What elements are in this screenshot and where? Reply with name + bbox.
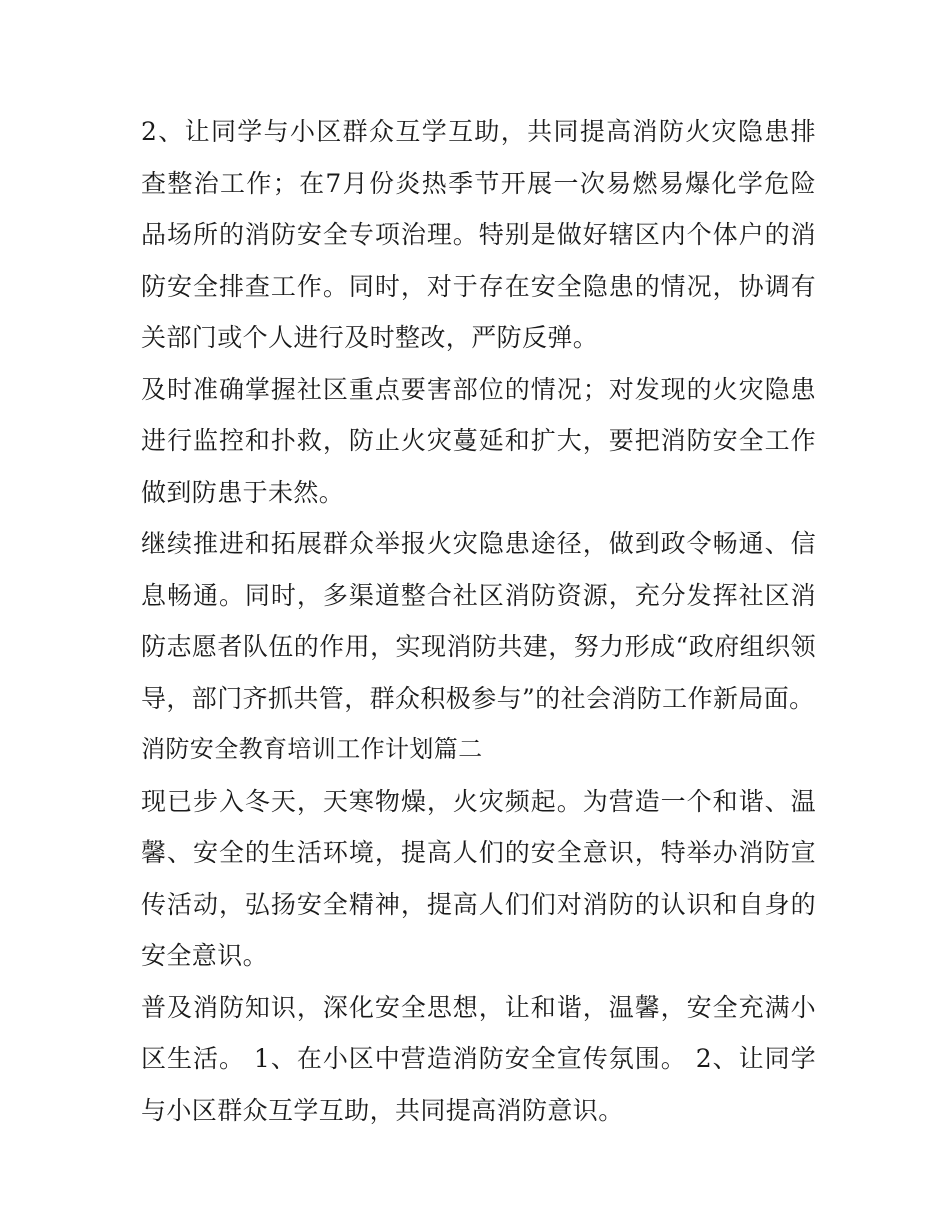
paragraph-key-locations-monitoring: 及时准确掌握社区重点要害部位的情况；对发现的火灾隐患进行监控和扑救，防止火灾蔓延和扩大，要把消防安全工作做到防患于未然。	[141, 374, 816, 507]
paragraph-public-reporting-channels: 继续推进和拓展群众举报火灾隐患途径，做到政令畅通、信息畅通。同时，多渠道整合社区消防资源，充分发挥社区消防志愿者队伍的作用，实现消防共建，努力形成“政府组织领导，部门齐抓共管，群众积极参与”的社会消防工作新局面。	[141, 529, 816, 713]
section-heading-plan-two: 消防安全教育培训工作计划篇二	[141, 735, 483, 763]
paragraph-fire-hazard-rectification: 2、让同学与小区群众互学互助，共同提高消防火灾隐患排查整治工作；在7月份炎热季节开展一次易燃易爆化学危险品场所的消防安全专项治理。特别是做好辖区内个体户的消防安全排查工作。同时，对于存在安全隐患的情况，协调有关部门或个人进行及时整改，严防反弹。	[141, 117, 816, 352]
paragraph-winter-fire-campaign: 现已步入冬天，天寒物燥，火灾频起。为营造一个和谐、温馨、安全的生活环境，提高人们的安全意识，特举办消防宣传活动，弘扬安全精神，提高人们们对消防的认识和自身的安全意识。	[141, 786, 816, 970]
document-body	[141, 106, 816, 1136]
paragraph-fire-knowledge-activities: 普及消防知识，深化安全思想，让和谐，温馨，安全充满小区生活。 1、在小区中营造消防安全宣传氛围。 2、让同学与小区群众互学互助，共同提高消防意识。	[141, 992, 816, 1125]
